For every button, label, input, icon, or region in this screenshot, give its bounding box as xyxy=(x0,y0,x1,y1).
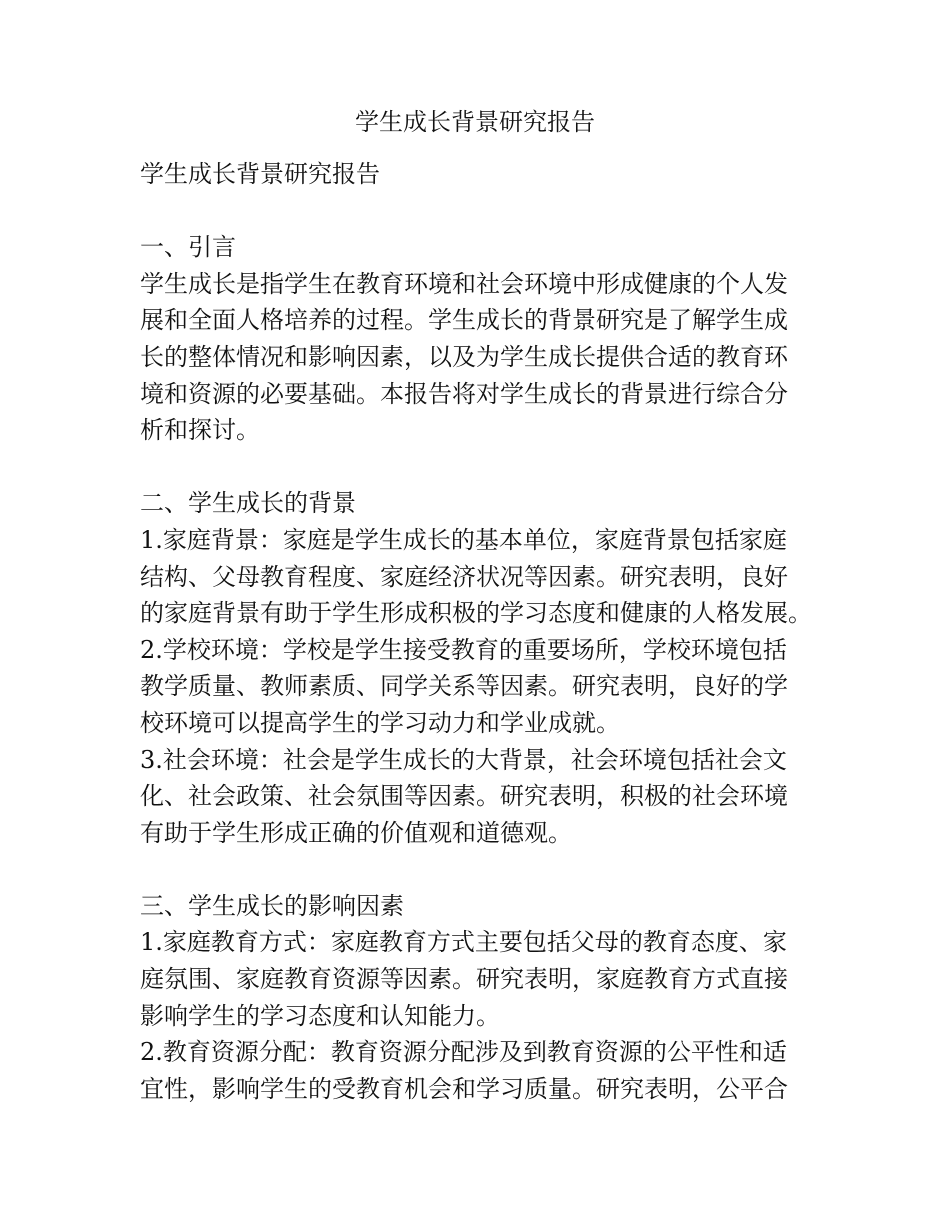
body-line: 2.学校环境：学校是学生接受教育的重要场所，学校环境包括 xyxy=(140,635,787,664)
body-line: 影响学生的学习态度和认知能力。 xyxy=(140,1001,500,1030)
section-heading: 三、学生成长的影响因素 xyxy=(140,891,404,920)
body-line: 1.家庭教育方式：家庭教育方式主要包括父母的教育态度、家 xyxy=(140,928,787,957)
body-line: 展和全面人格培养的过程。学生成长的背景研究是了解学生成 xyxy=(140,306,788,335)
body-line: 1.家庭背景：家庭是学生成长的基本单位，家庭背景包括家庭 xyxy=(140,525,787,554)
body-line: 有助于学生形成正确的价值观和道德观。 xyxy=(140,818,572,847)
body-line: 教学质量、教师素质、同学关系等因素。研究表明，良好的学 xyxy=(140,672,788,701)
body-line: 化、社会政策、社会氛围等因素。研究表明，积极的社会环境 xyxy=(140,782,788,811)
blank-line xyxy=(140,193,820,230)
section-heading: 二、学生成长的背景 xyxy=(140,489,356,518)
section-heading: 一、引言 xyxy=(140,233,236,262)
body-line: 2.教育资源分配：教育资源分配涉及到教育资源的公平性和适 xyxy=(140,1038,787,1067)
body-line: 析和探讨。 xyxy=(140,416,260,445)
body-line: 校环境可以提高学生的学习动力和学业成就。 xyxy=(140,708,620,737)
body-line: 宜性，影响学生的受教育机会和学习质量。研究表明，公平合 xyxy=(140,1074,788,1103)
body-line: 长的整体情况和影响因素，以及为学生成长提供合适的教育环 xyxy=(140,342,788,371)
body-line: 学生成长是指学生在教育环境和社会环境中形成健康的个人发 xyxy=(140,269,788,298)
body-line: 庭氛围、家庭教育资源等因素。研究表明，家庭教育方式直接 xyxy=(140,965,788,994)
body-line: 学生成长背景研究报告 xyxy=(140,160,380,188)
document-title: 学生成长背景研究报告 xyxy=(355,108,595,136)
body-line: 结构、父母教育程度、家庭经济状况等因素。研究表明，良好 xyxy=(140,562,788,591)
document-body xyxy=(140,156,820,1107)
body-line: 3.社会环境：社会是学生成长的大背景，社会环境包括社会文 xyxy=(140,745,787,774)
body-line: 境和资源的必要基础。本报告将对学生成长的背景进行综合分 xyxy=(140,379,788,408)
blank-line xyxy=(140,851,820,888)
body-line: 的家庭背景有助于学生形成积极的学习态度和健康的人格发展。 xyxy=(140,599,812,628)
blank-line xyxy=(140,449,820,486)
